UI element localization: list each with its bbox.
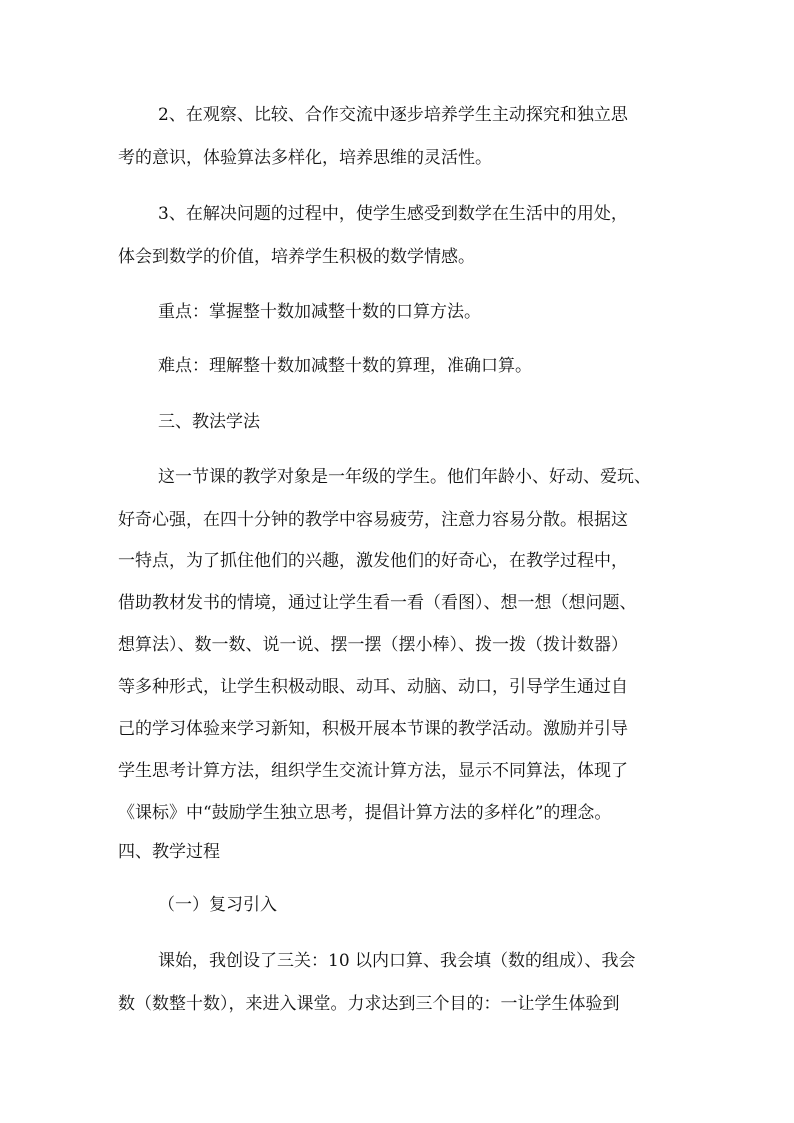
- difficulty-line: 难点：理解整十数加减整十数的算理，准确口算。: [158, 356, 532, 376]
- paragraph-line: 3、在解决问题的过程中，使学生感受到数学在生活中的用处，: [158, 204, 628, 224]
- paragraph-line: 等多种形式，让学生积极动眼、动耳、动脑、动口，引导学生通过自: [118, 677, 628, 697]
- paragraph-line: 课始，我创设了三关：10 以内口算、我会填（数的组成）、我会: [158, 951, 636, 971]
- paragraph-line: 数（数整十数），来进入课堂。力求达到三个目的：一让学生体验到: [118, 994, 620, 1014]
- paragraph-line: 考的意识，体验算法多样化，培养思维的灵活性。: [118, 148, 492, 168]
- paragraph-line: 己的学习体验来学习新知，积极开展本节课的教学活动。激励并引导: [118, 719, 628, 739]
- paragraph-line: 想算法）、数一数、说一说、摆一摆（摆小棒）、拨一拨（拨计数器）: [118, 635, 628, 655]
- paragraph-line: 体会到数学的价值，培养学生积极的数学情感。: [118, 247, 475, 267]
- paragraph-line: 2、在观察、比较、合作交流中逐步培养学生主动探究和独立思: [158, 105, 628, 125]
- paragraph-line: 《课标》中“鼓励学生独立思考，提倡计算方法的多样化”的理念。: [118, 803, 612, 823]
- subsection-heading: （一）复习引入: [158, 895, 277, 915]
- key-point-line: 重点：掌握整十数加减整十数的口算方法。: [158, 302, 481, 322]
- paragraph-line: 学生思考计算方法，组织学生交流计算方法，显示不同算法，体现了: [118, 761, 628, 781]
- paragraph-line: 好奇心强，在四十分钟的教学中容易疲劳，注意力容易分散。根据这: [118, 510, 628, 530]
- section-heading: 四、教学过程: [118, 842, 220, 862]
- paragraph-line: 这一节课的教学对象是一年级的学生。他们年龄小、好动、爱玩、: [158, 467, 651, 487]
- section-heading: 三、教法学法: [158, 412, 260, 432]
- paragraph-line: 借助教材发书的情境，通过让学生看一看（看图）、想一想（想问题、: [118, 593, 637, 613]
- paragraph-line: 一特点，为了抓住他们的兴趣，激发他们的好奇心，在教学过程中，: [118, 551, 628, 571]
